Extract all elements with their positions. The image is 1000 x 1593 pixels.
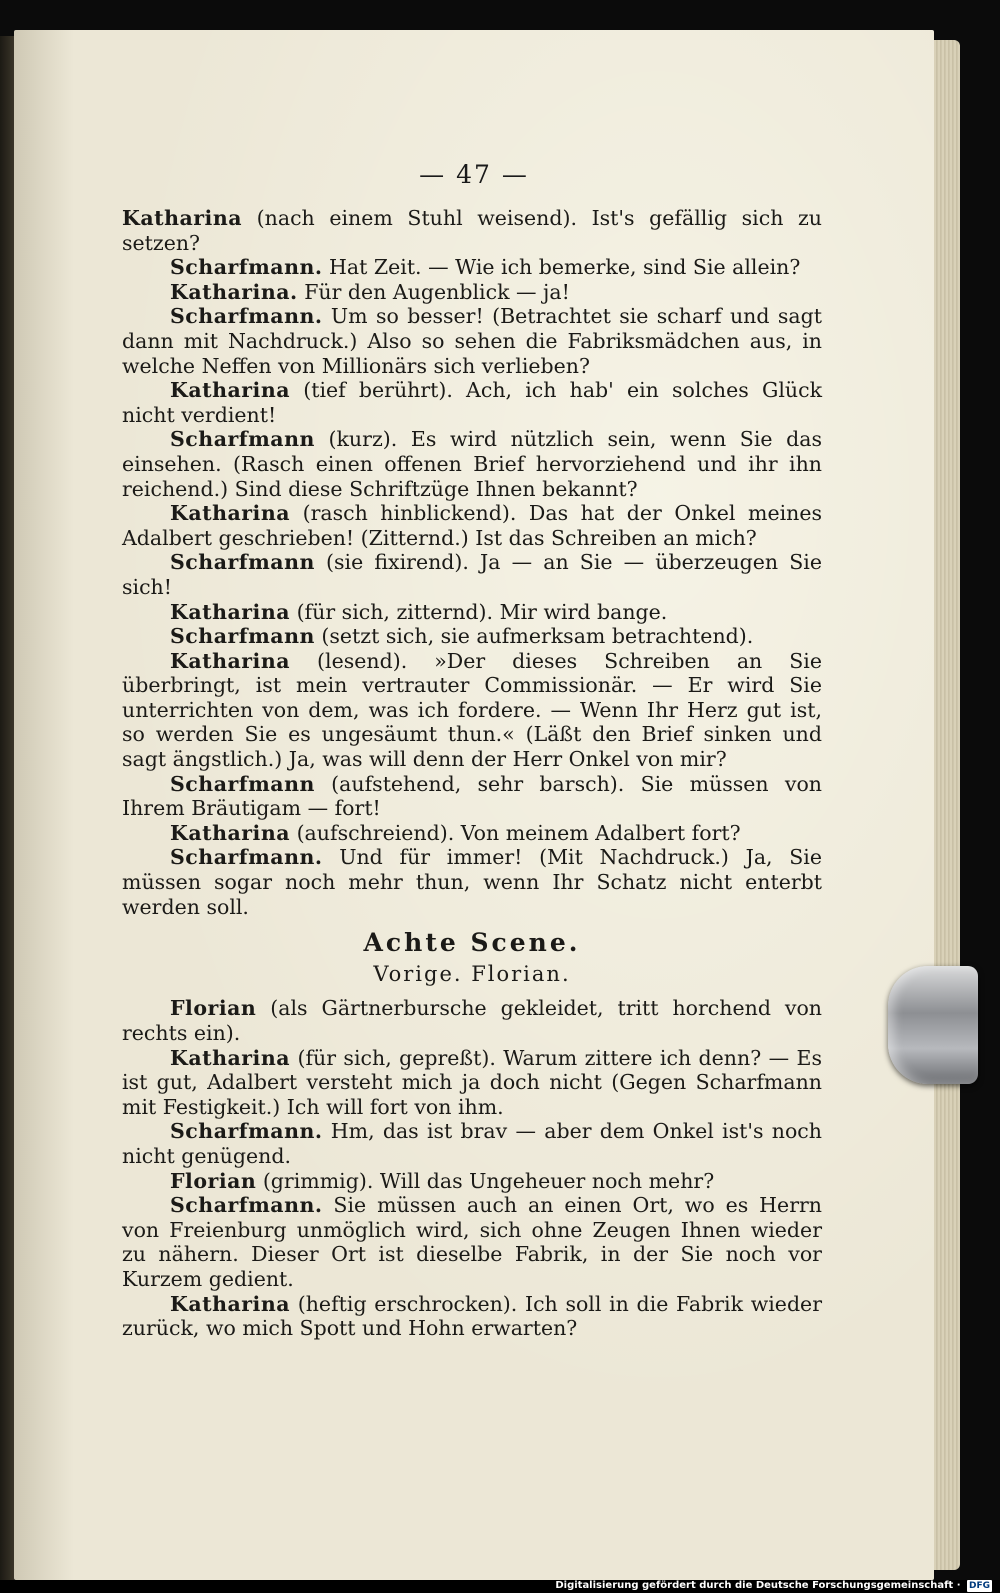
dialogue-text: (heftig erschrocken). Ich soll in die Fabrik wieder zurück, wo mich Spott und Hohn erwarten? [122,1291,822,1341]
dialogue-text: (nach einem Stuhl weisend). Ist's gefällig sich zu setzen? [122,206,822,255]
dialogue-text: Für den Augenblick — ja! [297,279,570,304]
footer-bar [0,1580,1000,1593]
speaker-name: Florian [170,996,257,1021]
speaker-name: Florian [170,1168,257,1193]
page-text [122,206,822,1341]
book-cover-edge [0,36,14,1581]
dialogue-paragraph [122,1292,822,1341]
scene-title: Achte Scene. [363,928,581,958]
dialogue-text: Hat Zeit. — Wie ich bemerke, sind Sie allein? [322,255,801,280]
speaker-name: Scharfmann. [170,1119,323,1144]
speaker-name: Katharina [170,501,291,526]
book-clip [888,966,978,1084]
dialogue-paragraph [122,427,822,501]
dialogue-text: Und für immer! (Mit Nachdruck.) Ja, Sie müssen sogar noch mehr thun, wenn Ihr Schatz nicht enterbt werden soll. [122,845,822,919]
dialogue-text: (sie fixirend). Ja — an Sie — überzeugen Sie sich! [122,550,822,599]
speaker-name: Scharfmann [170,624,315,649]
dialogue-text: (lesend). »Der dieses Schreiben an Sie überbringt, ist mein vertrauter Commissionär. — Er wird Sie unterrichten von dem, was ich fordere. — Wenn Ihr Herz gut ist, so werden Sie es ungesäumt thun.« (Läßt den Brief sinken und sagt ängstlich.) Ja, was will denn der Herr Onkel von mir? [122,648,822,772]
page-number: — 47 — [419,160,529,189]
dialogue-paragraph [122,1046,822,1120]
dialogue-paragraph [122,378,822,427]
speaker-name: Katharina [170,820,291,845]
speaker-name: Katharina [170,378,291,403]
dialogue-block-2 [122,996,822,1340]
speaker-name: Katharina [170,599,291,624]
dialogue-paragraph [122,304,822,378]
speaker-name: Katharina. [170,279,298,304]
dialogue-paragraph [122,1193,822,1291]
speaker-name: Katharina [170,648,291,673]
dialogue-block-1 [122,206,822,919]
dialogue-paragraph [122,996,822,1045]
dialogue-text: (aufschreiend). Von meinem Adalbert fort? [290,820,741,845]
speaker-name: Scharfmann. [170,304,323,329]
scene-persons: Vorige. Florian. [373,961,571,986]
dialogue-text: (aufstehend, sehr barsch). Sie müssen von Ihrem Bräutigam — fort! [122,771,822,821]
dialogue-text: (als Gärtnerbursche gekleidet, tritt horchend von rechts ein). [122,996,822,1045]
speaker-name: Scharfmann. [170,255,323,280]
speaker-name: Katharina [170,1045,291,1070]
dialogue-text: (für sich, gepreßt). Warum zittere ich denn? — Es ist gut, Adalbert versteht mich ja doch nicht (Gegen Scharfmann mit Festigkeit.) Ich will fort von ihm. [122,1045,822,1119]
dialogue-paragraph [122,845,822,919]
speaker-name: Scharfmann [170,771,315,796]
dialogue-paragraph [122,206,822,255]
dialogue-text: (rasch hinblickend). Das hat der Onkel meines Adalbert geschrieben! (Zitternd.) Ist das Schreiben an mich? [122,501,822,550]
speaker-name: Scharfmann. [170,1193,323,1218]
digitization-credit [555,1580,992,1592]
dialogue-text: (tief berührt). Ach, ich hab' ein solches Glück nicht verdient! [122,378,822,427]
dfg-logo: DFG [968,1581,990,1591]
speaker-name: Scharfmann [170,550,315,575]
dialogue-paragraph [122,280,822,305]
dialogue-paragraph [122,600,822,625]
credit-text: Digitalisierung gefördert durch die Deutsche Forschungsgemeinschaft · [555,1580,961,1591]
dialogue-paragraph [122,649,822,772]
dialogue-text: (für sich, zitternd). Mir wird bange. [290,599,668,624]
speaker-name: Katharina [170,1291,291,1316]
dialogue-text: Sie müssen auch an einen Ort, wo es Herrn von Freienburg unmöglich wird, sich ohne Zeugen Ihnen wieder zu nähern. Dieser Ort ist dieselbe Fabrik, in der Sie noch vor Kurzem gedient. [122,1193,822,1291]
dialogue-text: Hm, das ist brav — aber dem Onkel ist's noch nicht genügend. [122,1119,822,1168]
speaker-name: Scharfmann. [170,845,323,870]
dialogue-paragraph [122,501,822,550]
dialogue-paragraph [122,1119,822,1168]
dialogue-text: (setzt sich, sie aufmerksam betrachtend). [314,624,754,649]
dialogue-text: Um so besser! (Betrachtet sie scharf und sagt dann mit Nachdruck.) Also so sehen die Fabriksmädchen aus, in welche Neffen von Millionärs sich verlieben? [122,304,822,378]
dialogue-paragraph [122,255,822,280]
book-page [14,30,934,1580]
speaker-name: Katharina [122,206,243,230]
dialogue-paragraph [122,1169,822,1194]
dialogue-text: (grimmig). Will das Ungeheuer noch mehr? [256,1168,715,1193]
dialogue-paragraph [122,772,822,821]
page-edges [934,40,960,1570]
speaker-name: Scharfmann [170,427,315,452]
dialogue-paragraph [122,624,822,649]
dialogue-paragraph [122,550,822,599]
dialogue-text: (kurz). Es wird nützlich sein, wenn Sie das einsehen. (Rasch einen offenen Brief hervorziehend und ihr ihn reichend.) Sind diese Schriftzüge Ihnen bekannt? [122,427,822,501]
dialogue-paragraph [122,821,822,846]
